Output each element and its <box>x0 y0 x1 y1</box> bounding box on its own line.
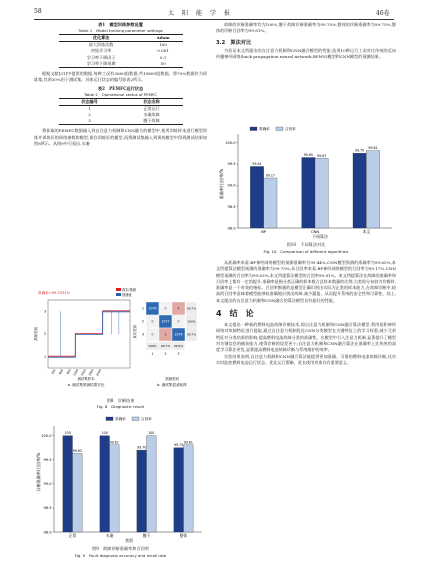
section-heading: 4 结 论 <box>216 309 254 319</box>
table-cell: 50 <box>160 60 166 66</box>
legend-title: 真实/预测 <box>122 288 136 292</box>
header-rule <box>34 19 394 20</box>
matrix-cell-value: 0 <box>164 306 167 311</box>
fig10-bar-chart <box>225 126 392 234</box>
paragraph: 为验证本文所提出的自注意力机制和CNN融合模型的性能,选用10种运行工况对比传统的反向传播神经网络(back propagation neural network,BPNN)模型和CNN模型的预测结果。 <box>216 47 396 59</box>
bar <box>366 151 379 228</box>
fig9 <box>34 414 207 546</box>
column-label: 1 <box>151 352 154 356</box>
summary-value: 99.7% <box>186 306 197 311</box>
paragraph: 故障的诊断准确率均为100%,膜干故障诊断准确率为99.70%,整体的诊断准确率为99.75%,整体的诊断召回率为99.81%。 <box>216 22 396 34</box>
row-label: 3 <box>141 332 144 337</box>
bar-data-label: 99.81 <box>368 146 378 151</box>
table-cell: 学习率下降因子 <box>86 54 116 60</box>
bar <box>100 436 110 532</box>
matrix-cell-value: 1076 <box>174 332 183 337</box>
bar <box>264 178 277 228</box>
x-tick-label: 300 <box>50 368 57 376</box>
table-cell: 0.001 <box>157 48 169 54</box>
bar <box>110 445 120 532</box>
paragraph: 从准确率来看,BP神经网络模型的预测准确率为99.44%,CNN模型预测的准确率为99.65%,本文所提算法模型预测的准确率为99.75%;从召回率来看,BP神经网络模型的召回率为99.17%,CNN模型预测的召回率为99.63%,本文所提算法模型的召回率99.81%。本文所提算法在故障的准确率和召回率上都有一定的提升,准确率是指分类正确的样本数占总样本数量的比例,当类别分布较为均衡时,准确率是一个有效的指标。召回率衡量的是模型正确识别出实际为正类的样本能力,在故障诊断中,较高的召回率意味着模型能够较准确地识别出故障,减少漏报。从而提升系统的安全性和可靠性。综上,本文提出的自注意力机制和CNN融合的算法模型具有最好的性能。 <box>216 260 396 303</box>
table-cell: 学习率下降周期 <box>86 60 116 66</box>
y-tick-label: 98.0 <box>227 226 236 231</box>
bar-data-label: 100 <box>148 431 155 436</box>
bar-data-label: 99.17 <box>265 173 275 178</box>
x-axis-label: 预测类别 <box>165 377 179 381</box>
fig8-caption: 图8 诊断结果 <box>106 398 135 403</box>
y-tick-label: 98.0 <box>43 530 52 535</box>
bar <box>184 445 194 532</box>
y-tick-label: 100.0 <box>41 433 52 438</box>
table-header-cell: 优化算法 <box>92 35 110 40</box>
fig8 <box>34 284 207 396</box>
bar-data-label: 100 <box>64 431 71 436</box>
x-tick-label: 1200 <box>72 368 80 377</box>
matrix-cell-value: 1077 <box>161 319 170 324</box>
bar-data-label: 99.75 <box>174 443 184 448</box>
column-label: 2 <box>164 352 167 356</box>
y-axis-label: 故障类别 <box>34 327 38 341</box>
x-tick-label: 膜干 <box>142 533 151 538</box>
table-cell: 3 <box>88 118 91 124</box>
bar-data-label: 99.44 <box>252 161 262 166</box>
table-row <box>59 105 183 112</box>
paragraph: 根据文献[31]中提供的数据,每种工况有3600组数据,共10800组数据。将70%数据作为训练集,其余30%用于测试集。具体运行状态的编号如表2所示。 <box>34 71 207 83</box>
legend-label: 准确率 <box>115 417 126 422</box>
x-tick-label: 900 <box>65 368 72 376</box>
summary-value: 100% <box>148 344 157 348</box>
legend-swatch <box>250 127 257 131</box>
table-cell: 初始学习率 <box>90 48 112 54</box>
paragraph: 将获取的PEMFC数据输入到自注意力机制和CNN融合的模型中,使用训练样本进行模型训练并训练好的网络参数和模型,保存训练好的模型;再将测试集输入到训练模型中得到测试结果如图8所示。从图9中可看出,水淹 <box>34 128 207 147</box>
table-cell: 最大训练次数 <box>88 42 114 48</box>
subcaption: a. 测试集预测结果对比 <box>67 383 105 387</box>
bar <box>63 436 73 532</box>
section-heading: 3.2 算法对比 <box>216 39 252 46</box>
table2-title-en: Table 2 Operational status of PEMFC <box>83 91 158 97</box>
table-header-row <box>59 35 183 42</box>
plot-frame <box>48 300 130 368</box>
x-tick-label: 水淹 <box>105 533 114 538</box>
x-axis-label: 类别 <box>125 538 133 543</box>
bar <box>174 448 184 532</box>
table-row <box>59 118 183 125</box>
y-tick-label: 99.0 <box>227 183 236 188</box>
bar-data-label: 99.75 <box>355 148 365 153</box>
x-tick-label: 600 <box>57 368 65 376</box>
legend-swatch <box>106 417 113 421</box>
table-cell: 膜干故障 <box>143 118 160 124</box>
bar <box>302 158 315 229</box>
y-axis-label: 准确率/召回率/% <box>219 168 224 200</box>
row-label: 1 <box>141 306 144 311</box>
journal-title: 太 阳 能 学 报 <box>168 10 232 17</box>
legend-label: 准确率 <box>259 127 270 132</box>
fig9-caption: 图9 故障诊断准确率和召回率 <box>91 546 150 551</box>
right-column-top <box>216 22 396 60</box>
y-tick-label: 1 <box>43 354 46 359</box>
x-tick-label: 1800 <box>87 368 95 377</box>
legend-swatch-true <box>116 288 121 291</box>
bar <box>353 153 366 228</box>
bar-data-label: 99.81 <box>183 440 193 445</box>
y-tick-label: 3 <box>43 309 46 314</box>
fig10-caption: 图10 不同算法对比 <box>286 242 326 247</box>
legend-label: 召回率 <box>285 127 296 132</box>
y-tick-label: 98.5 <box>43 506 52 511</box>
accuracy-label: 准确率=99.7531% <box>38 291 71 295</box>
y-tick-label: 100.0 <box>225 140 236 145</box>
matrix-cell-value: 1076 <box>148 306 157 311</box>
bar-data-label: 99.63 <box>317 153 327 158</box>
bar <box>250 166 263 228</box>
legend-label: 召回率 <box>141 417 152 422</box>
table-cell: 0.1 <box>159 54 167 60</box>
table-cell: 正常运行 <box>143 105 160 111</box>
paragraph: 实验结果表明,自注意力机制和CNN融合算法能提供更加准确、可靠的燃料电池故障诊断,这对实时监控燃料电池运行状态、优化运行策略、延长使用寿命具有重要意义。 <box>216 353 396 365</box>
bar-data-label: 100 <box>101 431 108 436</box>
table-header-cell: Adam <box>156 35 170 40</box>
matrix-cell-value: 3 <box>164 332 167 337</box>
matrix-cell-value: 4 <box>177 306 180 311</box>
matrix-cell-value: 0 <box>177 319 180 324</box>
row-label: 2 <box>141 319 144 324</box>
y-tick-label: 98.5 <box>227 204 236 209</box>
paragraph: 本文提出一种新的燃料电池故障诊断技术,即自注意力机制和CNN融合算法模型,利用卷积神经网络对故障特征进行提取,通过自注意力机制优化CNN分类模型在关键特征上的学习权重,减少冗余特征对分类结果的影响,提高燃料电池故障分类的准确性。在模型中引入注意力机制,显著提升了模型对关键信息的捕获能力,使得诊断的误差更小;自注意力机制和CNN融合算法在准确率上比传统的深度学习算法更优,显著提高燃料电池故障诊断与系统维护的效率。 <box>216 322 396 353</box>
fig8a-plot <box>44 300 130 377</box>
fig8b-confusion-matrix <box>142 302 197 356</box>
table-header-row <box>59 98 183 105</box>
table1-title: 表1 模型训练参数设置 <box>98 22 143 27</box>
column-label: 3 <box>177 352 180 356</box>
bar <box>73 453 83 532</box>
table-header-cell: 状态名称 <box>143 98 160 104</box>
right-column-bottom <box>216 260 396 366</box>
table-cell: 2 <box>88 112 91 118</box>
fig10-caption-en: Fig. 10 Comparison of different algorithms <box>263 249 349 254</box>
table1-title-en: Table 1 Model training parameter settings <box>78 28 163 33</box>
fig8-caption-en: Fig. 8 Diagnostic result <box>96 404 145 409</box>
y-tick-label: 2 <box>43 332 46 337</box>
x-tick-label: BP <box>261 229 267 234</box>
page-number: 58 <box>34 8 42 15</box>
summary-value: 99.6% <box>173 344 184 348</box>
x-tick-label: 本文 <box>362 229 371 234</box>
series-line <box>48 312 130 357</box>
y-axis-label: 诊断准确率/召回率/% <box>36 452 41 492</box>
summary-value: 100% <box>187 319 196 324</box>
table-cell: 100 <box>159 42 168 48</box>
y-axis-label: 真实类别 <box>133 325 137 339</box>
table-header-cell: 状态编号 <box>81 98 98 104</box>
left-column <box>34 22 207 147</box>
table-row <box>59 42 183 49</box>
summary-value: 99.7% <box>160 344 171 348</box>
y-tick-label: 99.0 <box>43 482 52 487</box>
legend-sub: 预测值 <box>122 293 132 297</box>
legend-swatch <box>276 127 283 131</box>
subcaption: b. 测试集混淆矩阵 <box>157 383 187 387</box>
bar-data-label: 99.81 <box>109 440 119 445</box>
bar-data-label: 99.63 <box>72 448 82 453</box>
bar <box>315 158 328 228</box>
bar <box>137 450 147 532</box>
fig9-caption-en: Fig. 9 Fault diagnosis accuracy and recall rate <box>74 553 167 558</box>
table-row <box>59 61 183 68</box>
table1 <box>59 34 183 68</box>
series-line <box>48 311 130 356</box>
fig9-bar-chart <box>41 416 202 538</box>
x-tick-label: CNN <box>310 229 320 234</box>
x-tick-label: 正常 <box>68 533 77 538</box>
table2-title: 表2 PEMFC运行状态 <box>97 85 144 91</box>
x-tick-label: 整体 <box>179 533 188 538</box>
x-axis-label: 测试集样本 <box>77 377 95 381</box>
bar-data-label: 99.70 <box>137 445 147 450</box>
fig10 <box>216 124 396 242</box>
matrix-cell-value: 0 <box>151 332 154 337</box>
table2 <box>59 98 183 126</box>
x-tick-label: 2100 <box>94 368 103 377</box>
x-axis-label: 不同算法 <box>312 234 328 239</box>
x-tick-label: 1500 <box>79 368 87 377</box>
summary-value: 99.7% <box>186 332 197 337</box>
volume: 46卷 <box>376 10 390 17</box>
table-cell: 水淹故障 <box>143 112 160 118</box>
legend-swatch-pred <box>116 293 121 296</box>
y-tick-label: 99.5 <box>43 458 52 463</box>
legend-swatch <box>132 417 139 421</box>
table-cell: 1 <box>88 105 91 111</box>
y-tick-label: 99.5 <box>227 162 236 167</box>
bar <box>147 436 157 532</box>
matrix-cell-value: 0 <box>151 319 154 324</box>
bar-data-label: 99.65 <box>303 153 313 157</box>
